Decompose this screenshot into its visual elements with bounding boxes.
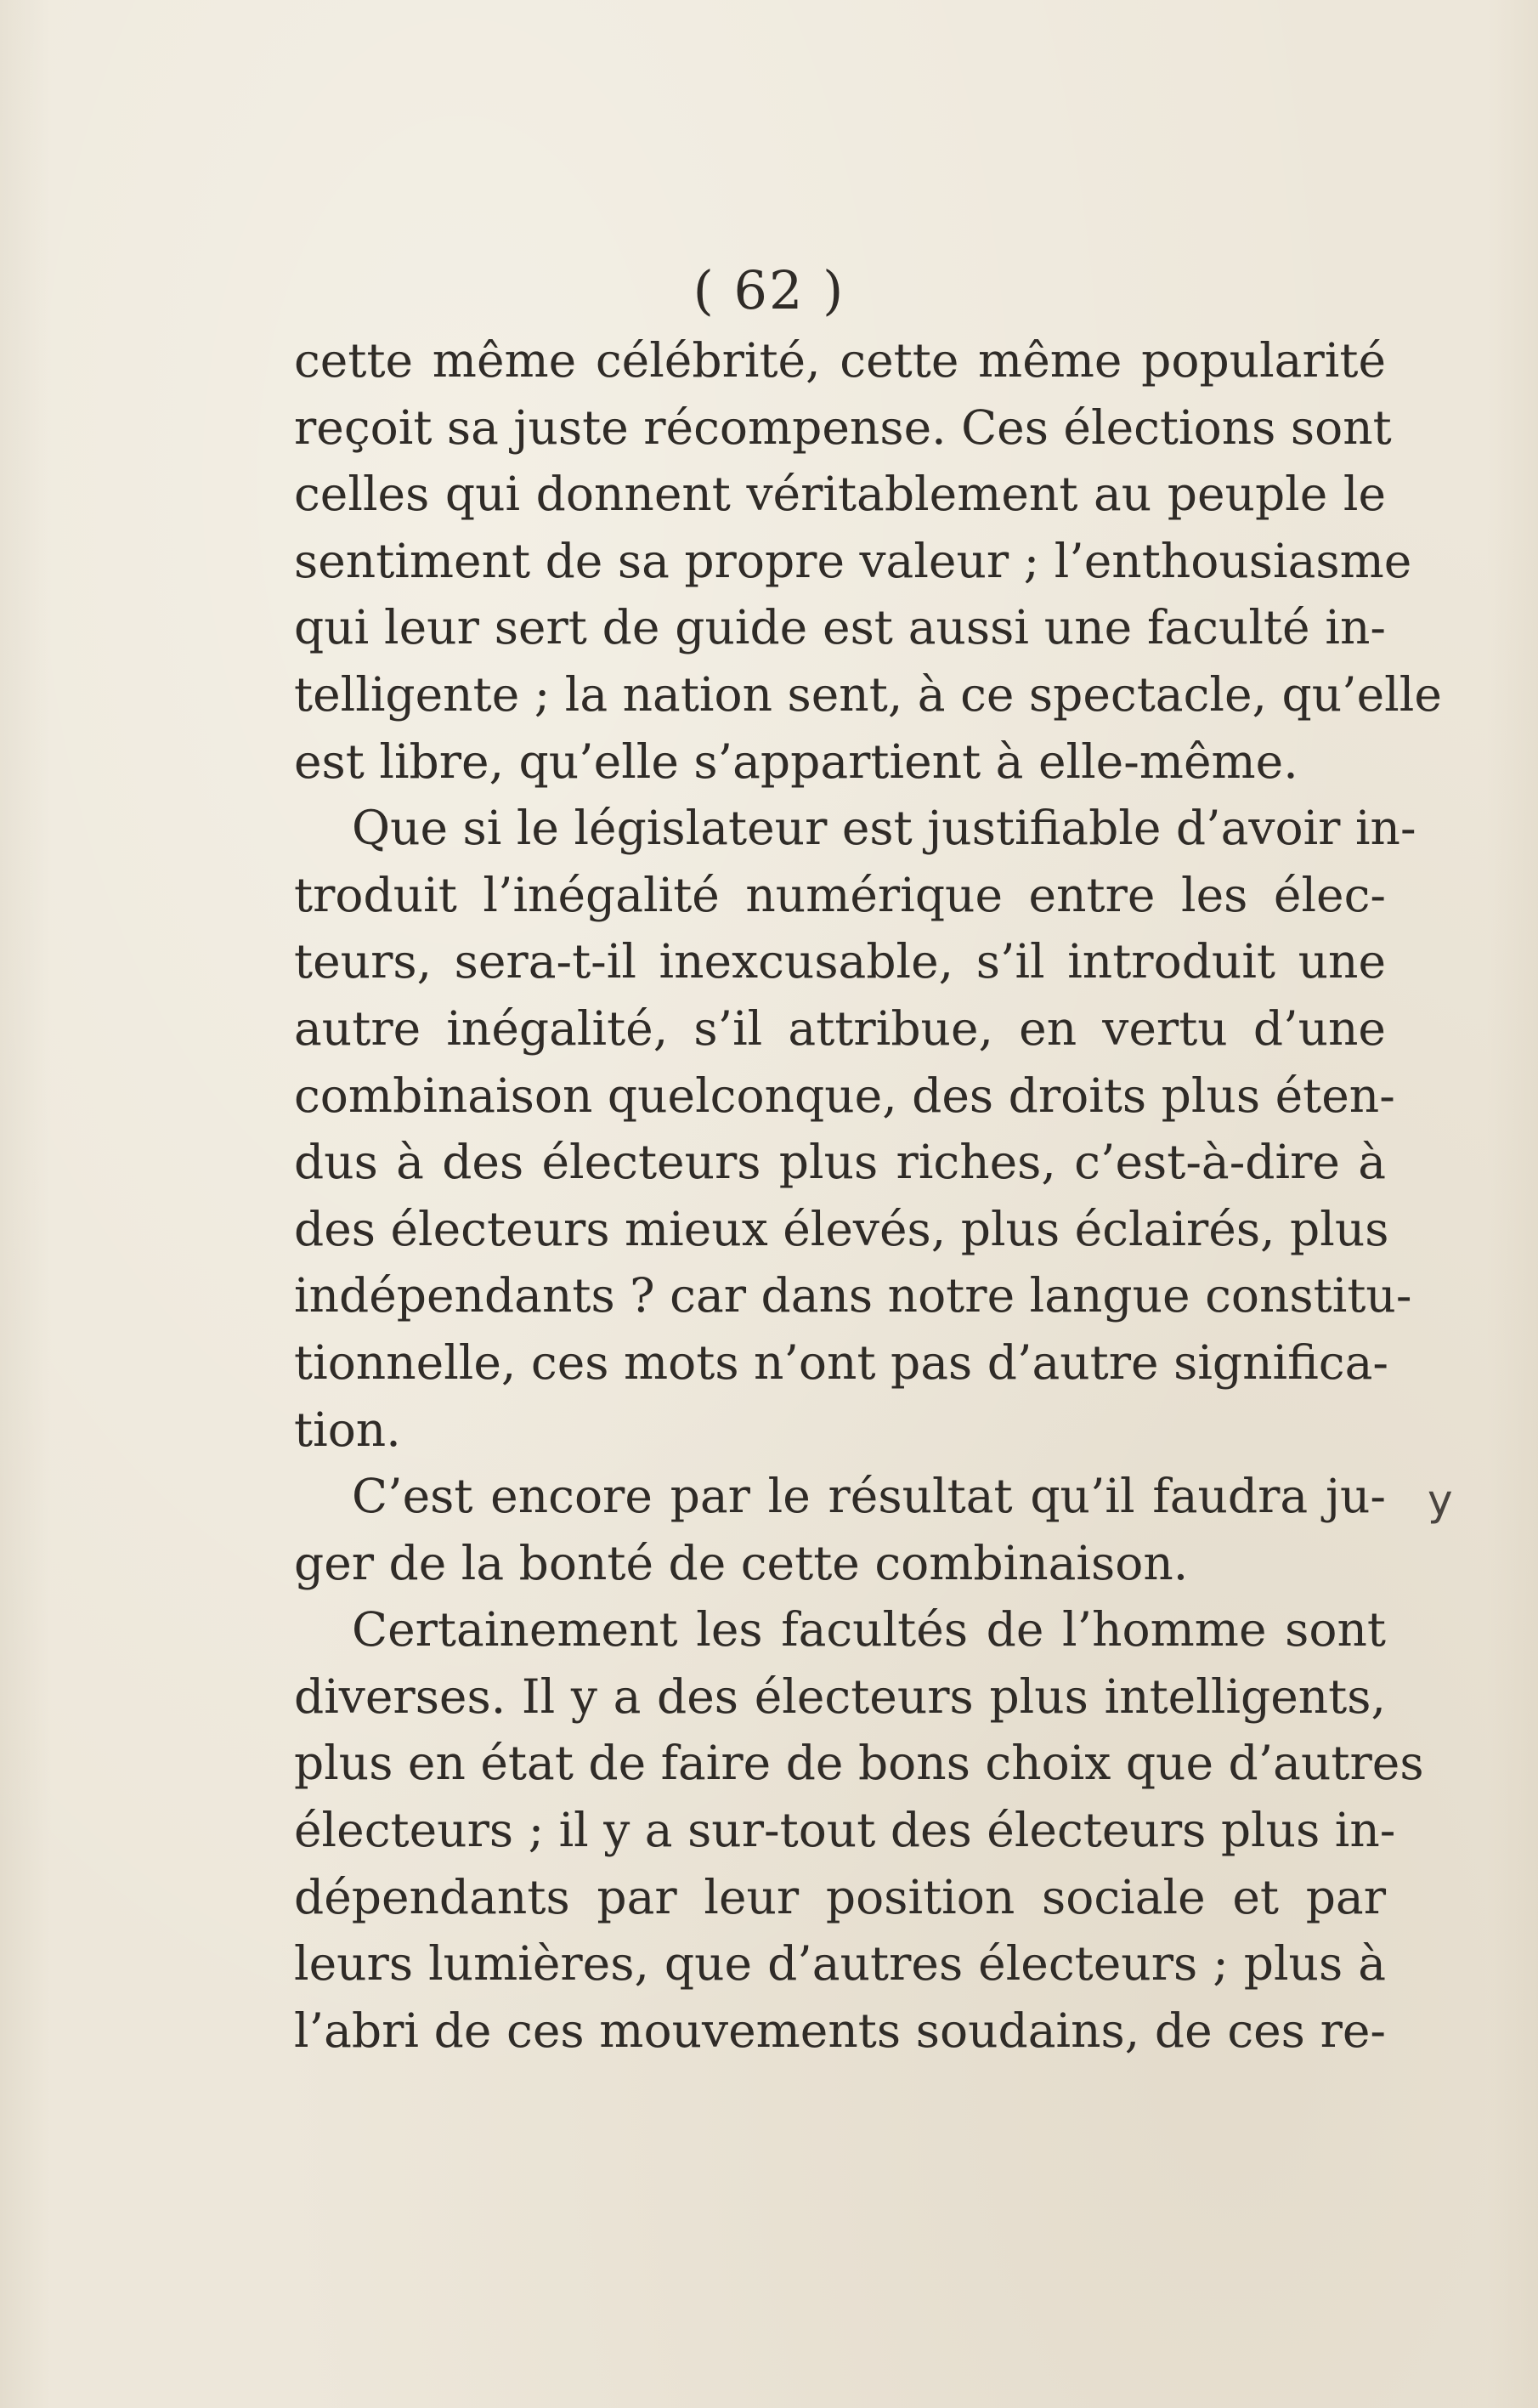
text-line: autre inégalité, s’il attribue, en vertu d’une: [294, 1000, 1386, 1056]
text-line: Que si le législateur est justifiable d’avoir in-: [352, 801, 1416, 856]
text-line: leurs lumières, que d’autres électeurs ; plus à: [294, 1936, 1386, 1992]
text-line: telligente ; la nation sent, à ce spectacle, qu’elle: [294, 666, 1442, 722]
text-line: plus en état de faire de bons choix que d’autres: [294, 1736, 1424, 1791]
text-line: dus à des électeurs plus riches, c’est-à-dire à: [294, 1135, 1386, 1190]
margin-annotation: y: [1428, 1476, 1453, 1525]
text-line: électeurs ; il y a sur-tout des électeurs plus in-: [294, 1803, 1396, 1858]
text-line: ger de la bonté de cette combinaison.: [294, 1535, 1189, 1590]
body-text: [294, 327, 1442, 2064]
text-line: est libre, qu’elle s’appartient à elle-même.: [294, 734, 1298, 789]
text-line: diverses. Il y a des électeurs plus intelligents,: [294, 1669, 1386, 1724]
text-line: C’est encore par le résultat qu’il faudra ju-: [352, 1469, 1386, 1524]
text-line: Certainement les facultés de l’homme sont: [352, 1602, 1386, 1657]
text-line: combinaison quelconque, des droits plus éten-: [294, 1068, 1395, 1123]
text-line: teurs, sera-t-il inexcusable, s’il introduit une: [294, 934, 1386, 989]
text-line: sentiment de sa propre valeur ; l’enthousiasme: [294, 533, 1412, 588]
text-line: reçoit sa juste récompense. Ces élections sont: [294, 399, 1392, 455]
text-line: des électeurs mieux élevés, plus éclairés, plus: [294, 1201, 1389, 1256]
page-number: ( 62 ): [693, 259, 845, 321]
text-line: cette même célébrité, cette même popularité: [294, 333, 1386, 388]
text-line: celles qui donnent véritablement au peuple le: [294, 467, 1386, 522]
text-line: troduit l’inégalité numérique entre les élec-: [294, 867, 1386, 922]
text-line: qui leur sert de guide est aussi une faculté in-: [294, 600, 1386, 655]
text-line: dépendants par leur position sociale et par: [294, 1869, 1386, 1924]
text-line: tion.: [294, 1402, 401, 1457]
text-line: indépendants ? car dans notre langue constitu-: [294, 1268, 1412, 1323]
text-line: tionnelle, ces mots n’ont pas d’autre significa-: [294, 1334, 1388, 1390]
text-line: l’abri de ces mouvements soudains, de ces re-: [294, 2003, 1386, 2058]
